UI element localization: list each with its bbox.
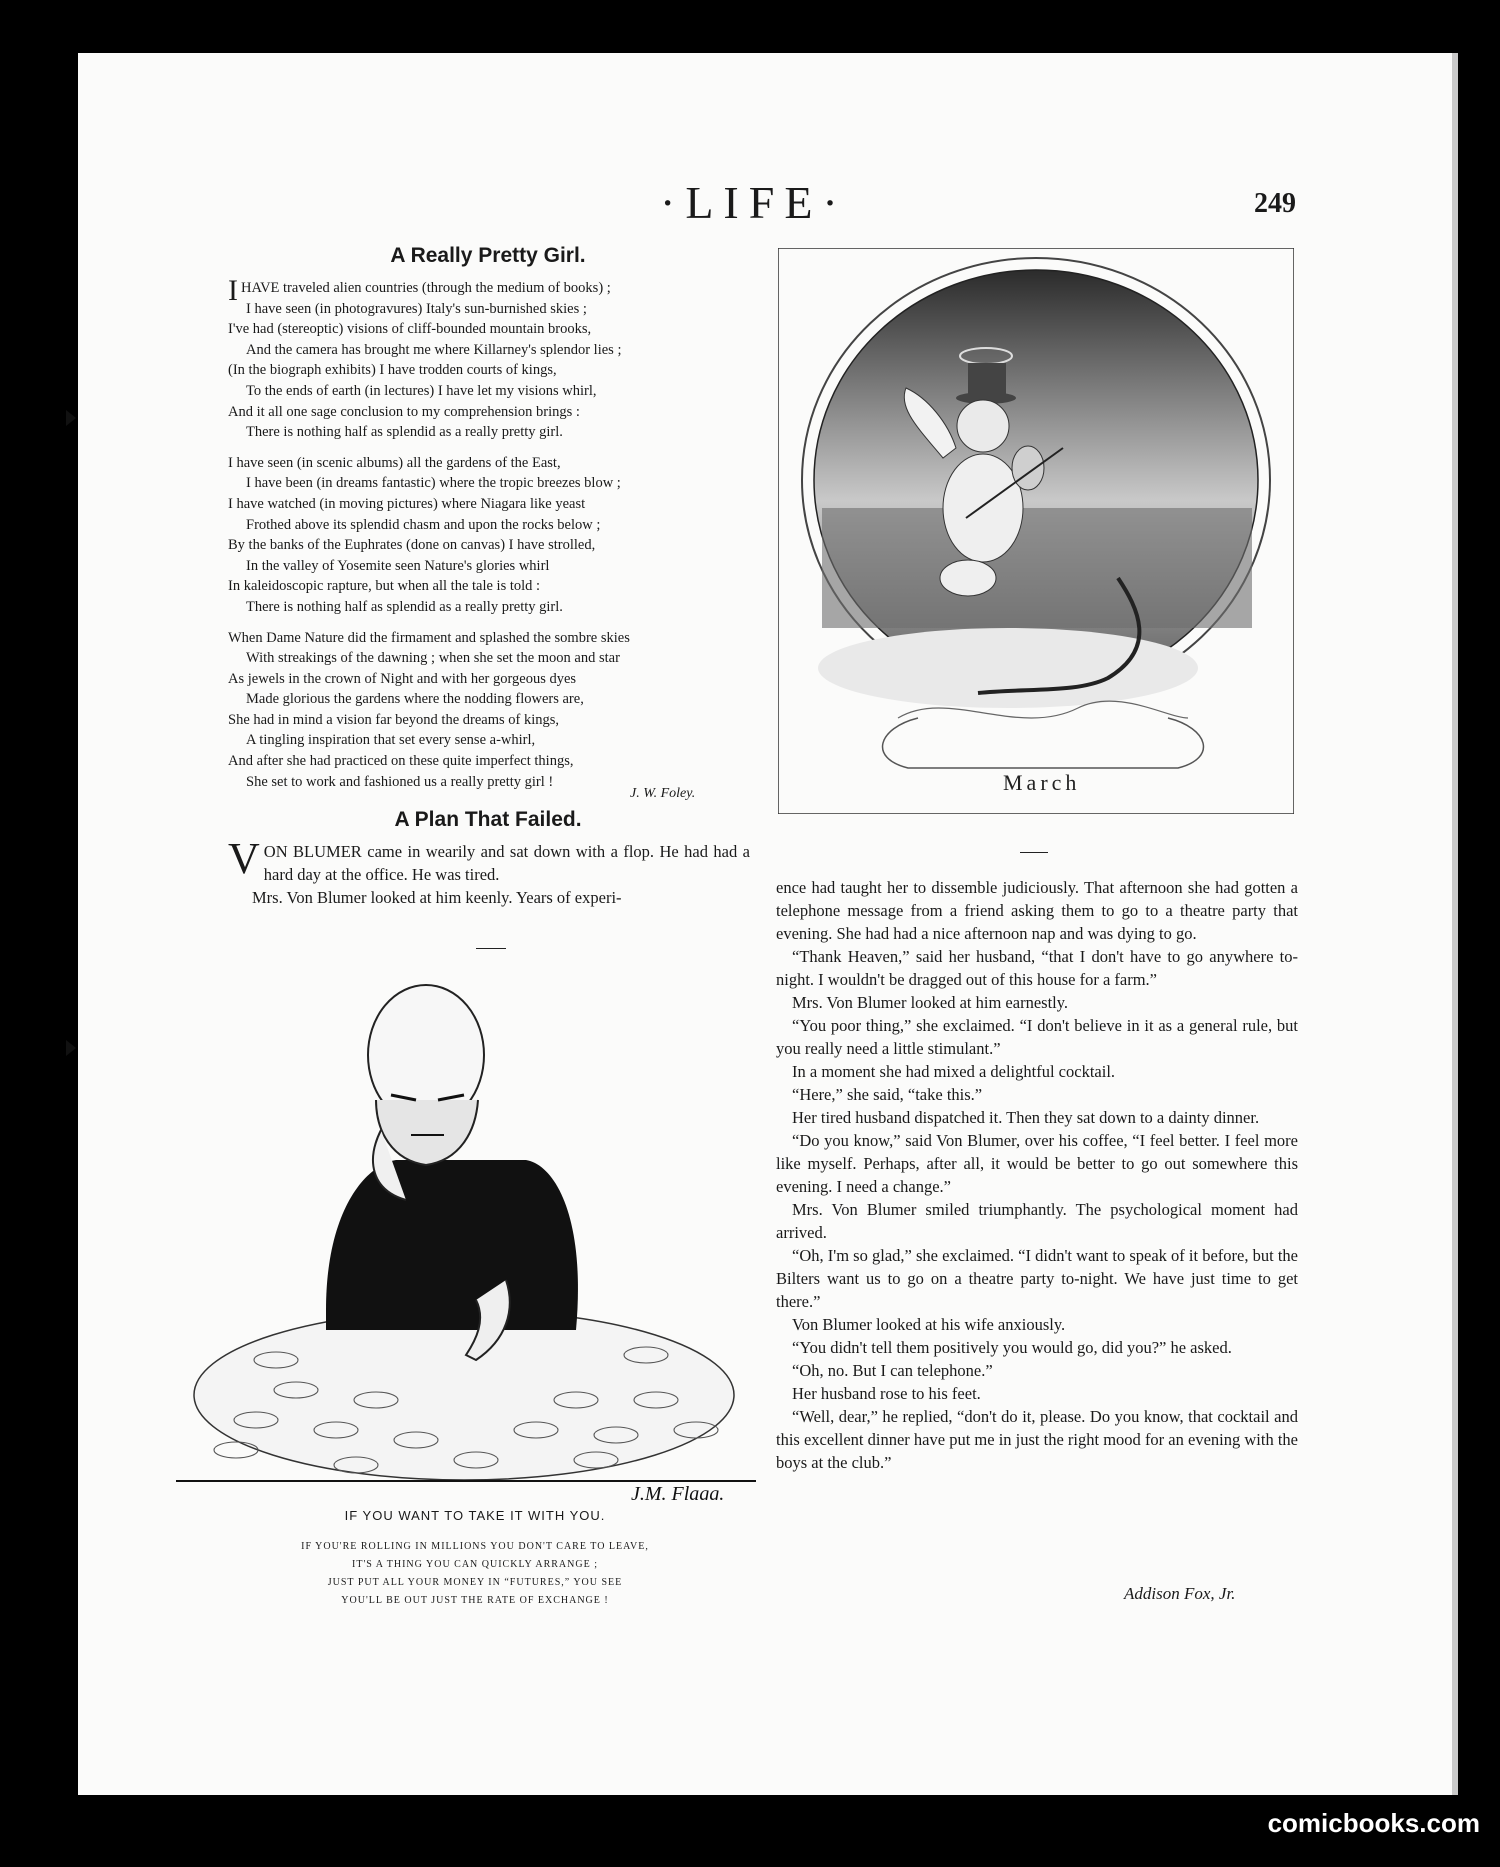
poem-line: I have seen (in photogravures) Italy's sun-burnished skies ; <box>246 300 587 317</box>
poem-line: To the ends of earth (in lectures) I have let my visions whirl, <box>246 382 597 399</box>
page-number: 249 <box>1254 188 1296 219</box>
story-paragraph: “You poor thing,” she exclaimed. “I don't believe in it as a general rule, but you really need a little stimulant.” <box>776 1016 1298 1058</box>
divider <box>1020 852 1048 853</box>
poem-line: I have seen (in scenic albums) all the gardens of the East, <box>228 454 561 471</box>
poem-body <box>228 274 748 802</box>
story-paragraph: ence had taught her to dissemble judiciously. That afternoon she had gotten a telephone message from a friend asking them to go to a theatre party that evening. She had had a nice afternoon nap and was dying to go. <box>776 878 1298 943</box>
poem-line: HAVE traveled alien countries (through the medium of books) ; <box>241 280 611 296</box>
story-paragraph: “Oh, I'm so glad,” she exclaimed. “I didn't want to speak of it before, but the Bilters want us to go on a theatre party to-night. We have just time to get there.” <box>776 1246 1298 1311</box>
story-paragraph: Von Blumer looked at his wife anxiously. <box>792 1315 1066 1334</box>
poem-line: There is nothing half as splendid as a really pretty girl. <box>246 424 563 441</box>
caption-verse-line: JUST PUT ALL YOUR MONEY IN “FUTURES,” YOU SEE <box>327 1577 623 1588</box>
story-paragraph: “Oh, no. But I can telephone.” <box>792 1361 993 1380</box>
story-author: Addison Fox, Jr. <box>1124 1584 1236 1603</box>
magazine-title: ·LIFE· <box>660 177 848 228</box>
march-illustration <box>778 248 1294 814</box>
story-paragraph: “Thank Heaven,” said her husband, “that I don't have to go anywhere to-night. I wouldn't be dragged out of this house for a farm.” <box>776 947 1298 989</box>
poem-line: A tingling inspiration that set every sense a-whirl, <box>246 732 536 749</box>
cartoon-signature: J.M. Flagg. <box>631 1483 725 1500</box>
poem-dropcap: I <box>228 274 238 307</box>
story-left-column <box>228 834 750 909</box>
poem-line: In kaleidoscopic rapture, but when all the tale is told : <box>228 578 541 595</box>
poem-line: Made glorious the gardens where the nodding flowers are, <box>246 691 584 708</box>
poem-line: I have watched (in moving pictures) where Niagara like yeast <box>228 495 586 512</box>
watermark: comicbooks.com <box>1267 1808 1480 1838</box>
poem-line: And the camera has brought me where Killarney's splendor lies ; <box>246 341 622 358</box>
story-title: A Plan That Failed. <box>394 808 582 831</box>
story-paragraph: Mrs. Von Blumer looked at him earnestly. <box>792 993 1069 1012</box>
poem-stanza-1 <box>228 274 748 443</box>
poem-author: J. W. Foley. <box>630 786 696 801</box>
cartoon-drawing <box>176 960 756 1500</box>
cartoon-caption-title: IF YOU WANT TO TAKE IT WITH YOU. <box>344 1508 606 1523</box>
story-paragraph: Mrs. Von Blumer smiled triumphantly. The psychological moment had arrived. <box>776 1200 1298 1242</box>
poem-line: I've had (stereoptic) visions of cliff-bounded mountain brooks, <box>228 321 592 338</box>
poem-line: She had in mind a vision far beyond the dreams of kings, <box>228 711 560 728</box>
story-paragraph: Her tired husband dispatched it. Then they sat down to a dainty dinner. <box>792 1108 1260 1127</box>
poem-line: (In the biograph exhibits) I have trodden courts of kings, <box>228 362 557 379</box>
poem-line: I have been (in dreams fantastic) where the tropic breezes blow ; <box>246 475 621 492</box>
caption-verse-line: IT'S A THING YOU CAN QUICKLY ARRANGE ; <box>352 1559 598 1570</box>
poem-line: There is nothing half as splendid as a really pretty girl. <box>246 598 563 615</box>
march-illustration-drawing <box>778 248 1294 814</box>
story-paragraph: ON BLUMER came in wearily and sat down with a flop. He had had a hard day at the office. He was tired. <box>263 842 750 884</box>
story-dropcap: V <box>228 834 260 883</box>
binding-marker-icon <box>66 410 76 426</box>
poem-line: As jewels in the crown of Night and with her gorgeous dyes <box>228 670 577 687</box>
caption-verse-line: IF YOU'RE ROLLING IN MILLIONS YOU DON'T CARE TO LEAVE, <box>301 1541 649 1552</box>
poem-line: When Dame Nature did the firmament and splashed the sombre skies <box>228 629 630 646</box>
story-paragraph: “Do you know,” said Von Blumer, over his coffee, “I feel better. I feel more like myself. Perhaps, after all, it would be better to go out somewhere this evening. I need a change.” <box>776 1131 1298 1196</box>
poem-title: A Really Pretty Girl. <box>390 244 586 267</box>
story-paragraph: “You didn't tell them positively you would go, did you?” he asked. <box>792 1338 1232 1357</box>
poem-stanza-2 <box>228 453 748 618</box>
caption-verse-line: YOU'LL BE OUT JUST THE RATE OF EXCHANGE ! <box>341 1595 609 1606</box>
poem-line: And it all one sage conclusion to my comprehension brings : <box>228 403 580 420</box>
story-paragraph: Her husband rose to his feet. <box>792 1384 981 1403</box>
story-paragraph: In a moment she had mixed a delightful cocktail. <box>792 1062 1116 1081</box>
divider <box>476 948 506 949</box>
story-right-column <box>776 876 1298 1474</box>
poem-stanza-3 <box>228 628 748 793</box>
poem-line: With streakings of the dawning ; when she set the moon and star <box>246 650 620 667</box>
poem-line: In the valley of Yosemite seen Nature's glories whirl <box>246 557 550 574</box>
poem-line: By the banks of the Euphrates (done on canvas) I have strolled, <box>228 537 596 554</box>
poem-line: And after she had practiced on these quite imperfect things, <box>228 753 574 770</box>
story-paragraph: “Here,” she said, “take this.” <box>792 1085 983 1104</box>
poem-line: Frothed above its splendid chasm and upon the rocks below ; <box>246 516 601 533</box>
binding-marker-icon <box>66 1040 76 1056</box>
page-edge <box>1452 53 1458 1795</box>
cartoon-illustration <box>176 960 756 1500</box>
cartoon-caption-verse <box>180 1538 770 1610</box>
poem-line: She set to work and fashioned us a really pretty girl ! <box>246 773 554 790</box>
march-label: March <box>1003 770 1081 795</box>
story-paragraph: “Well, dear,” he replied, “don't do it, please. Do you know, that cocktail and this excellent dinner have put me in just the right mood for an evening with the boys at the club.” <box>776 1407 1298 1472</box>
story-paragraph: Mrs. Von Blumer looked at him keenly. Years of experi- <box>252 888 622 907</box>
